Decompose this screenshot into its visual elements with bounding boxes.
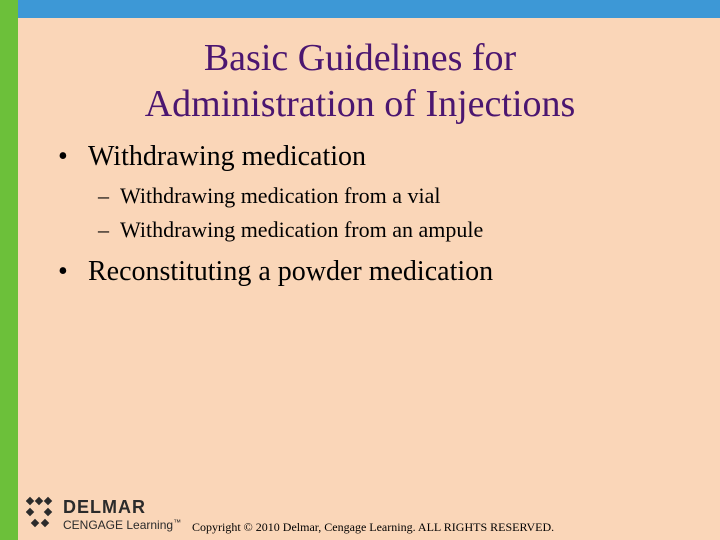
sub-bullet-text: Withdrawing medication from an ampule [120,217,484,242]
sub-bullet-marker: – [98,183,109,208]
logo-tagline [63,518,181,532]
sub-bullet-item [98,216,483,244]
logo-tagline-text: CENGAGE Learning [63,518,174,532]
sub-bullet-text: Withdrawing medication from a vial [120,183,441,208]
slide-content [18,18,720,540]
title-line-1: Basic Guidelines for [203,37,517,79]
sub-bullet-marker: – [98,217,109,242]
logo-trademark: ™ [173,518,182,527]
sub-bullet-item [98,182,440,210]
copyright-notice: Copyright © 2010 Delmar, Cengage Learning. ALL RIGHTS RESERVED. [192,520,555,534]
slide-title [18,35,702,127]
bullet-text: Reconstituting a powder medication [88,256,494,287]
bullet-marker: • [58,141,68,172]
delmar-logo-mark-icon [26,496,56,532]
top-accent-bar [18,0,720,18]
bullet-marker: • [58,256,68,287]
bullet-text: Withdrawing medication [88,141,367,172]
logo-name: DELMAR [63,497,146,517]
left-accent-bar [0,0,18,540]
bullet-item [58,140,366,174]
delmar-cengage-logo [26,496,196,536]
bullet-item [58,255,493,289]
title-line-2: Administration of Injections [144,83,576,125]
